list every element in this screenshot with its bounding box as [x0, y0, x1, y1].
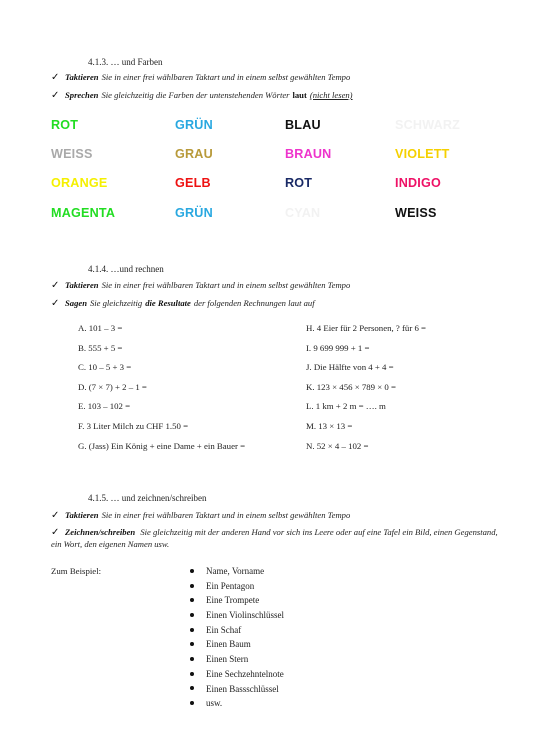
list-item	[190, 610, 284, 625]
checkmark-icon: ✓	[51, 280, 60, 291]
list-item-text: Eine Trompete	[206, 595, 260, 606]
color-word: SCHWARZ	[395, 118, 461, 132]
calc-item: A. 101 – 3 =	[78, 323, 123, 333]
calc-item: J. Die Hälfte von 4 + 4 =	[306, 362, 394, 373]
color-word: GRÜN	[175, 118, 213, 132]
calc-item: B. 555 + 5 =	[78, 342, 123, 353]
instruction-paren: (nicht lesen)	[309, 90, 353, 100]
color-word: ORANGE	[51, 176, 108, 190]
list-item-text: Ein Pentagon	[206, 580, 255, 591]
instruction-keyword: Sprechen	[65, 90, 99, 100]
color-word: VIOLETT	[395, 147, 450, 161]
calc-item: C. 10 – 5 + 3 =	[78, 362, 132, 373]
list-item-text: Einen Baum	[206, 639, 251, 650]
instruction-taktieren	[51, 510, 350, 521]
instruction-taktieren	[51, 72, 350, 83]
bullet-icon	[190, 598, 194, 602]
color-word: INDIGO	[395, 176, 441, 190]
instruction-text: Sie in einer frei wählbaren Taktart und in einem selbst gewählten Tempo	[101, 280, 351, 290]
bullet-icon	[190, 584, 194, 588]
calc-item: L. 1 km + 2 m = …. m	[306, 401, 386, 412]
color-word: CYAN	[285, 206, 321, 220]
bullet-icon	[190, 657, 194, 661]
instruction-keyword: Taktieren	[65, 280, 99, 290]
bullet-icon	[190, 701, 194, 705]
bullet-icon	[190, 642, 194, 646]
example-label: Zum Beispiel:	[51, 566, 102, 576]
calc-item: H. 4 Eier für 2 Personen, ? für 6 =	[306, 323, 427, 333]
bullet-icon	[190, 569, 194, 573]
checkmark-icon: ✓	[51, 527, 60, 538]
calc-item: I. 9 699 999 + 1 =	[306, 342, 370, 353]
instruction-keyword-2: laut	[292, 90, 307, 100]
calc-item: D. (7 × 7) + 2 – 1 =	[78, 381, 147, 392]
bullet-icon	[190, 613, 194, 617]
color-word: MAGENTA	[51, 206, 116, 220]
color-word: GELB	[175, 176, 211, 190]
color-word: ROT	[51, 118, 79, 132]
example-list	[190, 566, 284, 713]
instruction-text-2: der folgenden Rechnungen laut auf	[193, 298, 315, 308]
color-word: GRÜN	[175, 206, 213, 220]
section-heading-farben: 4.1.3. … und Farben	[88, 57, 163, 67]
checkmark-icon: ✓	[51, 298, 60, 309]
instruction-text: Sie in einer frei wählbaren Taktart und in einem selbst gewählten Tempo	[101, 510, 351, 520]
bullet-icon	[190, 628, 194, 632]
section-heading-rechnen: 4.1.4. …und rechnen	[88, 264, 164, 274]
bullet-icon	[190, 686, 194, 690]
list-item-text: Einen Stern	[206, 654, 249, 665]
checkmark-icon: ✓	[51, 90, 60, 101]
list-item-text: Name, Vorname	[206, 566, 265, 576]
instruction-keyword: Taktieren	[65, 72, 99, 82]
instruction-keyword-2: die Resultate	[145, 298, 191, 308]
calc-item: E. 103 – 102 =	[78, 401, 131, 412]
instruction-sprechen	[51, 90, 353, 101]
instruction-text: Sie gleichzeitig mit der anderen Hand vor sich ins Leere oder auf eine Tafel ein Bild, einen Gegenstand, ein Wort, den eigenen Namen usw.	[51, 527, 498, 549]
list-item	[190, 684, 284, 699]
calc-item: K. 123 × 456 × 789 × 0 =	[306, 381, 396, 392]
checkmark-icon: ✓	[51, 510, 60, 521]
list-item	[190, 639, 284, 654]
list-item	[190, 625, 284, 640]
list-item-text: Einen Violinschlüssel	[206, 610, 285, 621]
calc-item: N. 52 × 4 – 102 =	[306, 440, 369, 451]
instruction-text: Sie gleichzeitig die Farben der untenstehenden Wörter	[101, 90, 290, 100]
list-item-text: Ein Schaf	[206, 624, 242, 635]
calc-item: F. 3 Liter Milch zu CHF 1.50 =	[78, 420, 189, 431]
color-word: BRAUN	[285, 147, 332, 161]
instruction-zeichnen	[51, 527, 501, 550]
list-item-text: usw.	[206, 698, 223, 709]
instruction-taktieren	[51, 280, 350, 291]
calc-item: G. (Jass) Ein König + eine Dame + ein Bauer =	[78, 440, 246, 451]
instruction-sagen	[51, 298, 315, 309]
list-item	[190, 669, 284, 684]
list-item-text: Einen Bassschlüssel	[206, 683, 279, 694]
section-heading-zeichnen: 4.1.5. … und zeichnen/schreiben	[88, 493, 207, 503]
color-word: GRAU	[175, 147, 213, 161]
list-item-text: Eine Sechzehntelnote	[206, 668, 284, 679]
instruction-text: Sie in einer frei wählbaren Taktart und in einem selbst gewählten Tempo	[101, 72, 351, 82]
color-word: WEISS	[51, 147, 93, 161]
instruction-keyword: Zeichnen/schreiben	[65, 527, 136, 537]
color-word: WEISS	[395, 206, 437, 220]
calculations-right	[306, 323, 426, 460]
color-word: ROT	[285, 176, 313, 190]
calculations-left	[78, 323, 245, 460]
instruction-keyword: Sagen	[65, 298, 87, 308]
list-item	[190, 654, 284, 669]
list-item	[190, 595, 284, 610]
color-word: BLAU	[285, 118, 321, 132]
calc-item: M. 13 × 13 =	[306, 420, 353, 431]
list-item	[190, 581, 284, 596]
bullet-icon	[190, 672, 194, 676]
instruction-text: Sie gleichzeitig	[89, 298, 143, 308]
list-item	[190, 566, 284, 581]
list-item	[190, 698, 284, 713]
instruction-keyword: Taktieren	[65, 510, 99, 520]
checkmark-icon: ✓	[51, 72, 60, 83]
